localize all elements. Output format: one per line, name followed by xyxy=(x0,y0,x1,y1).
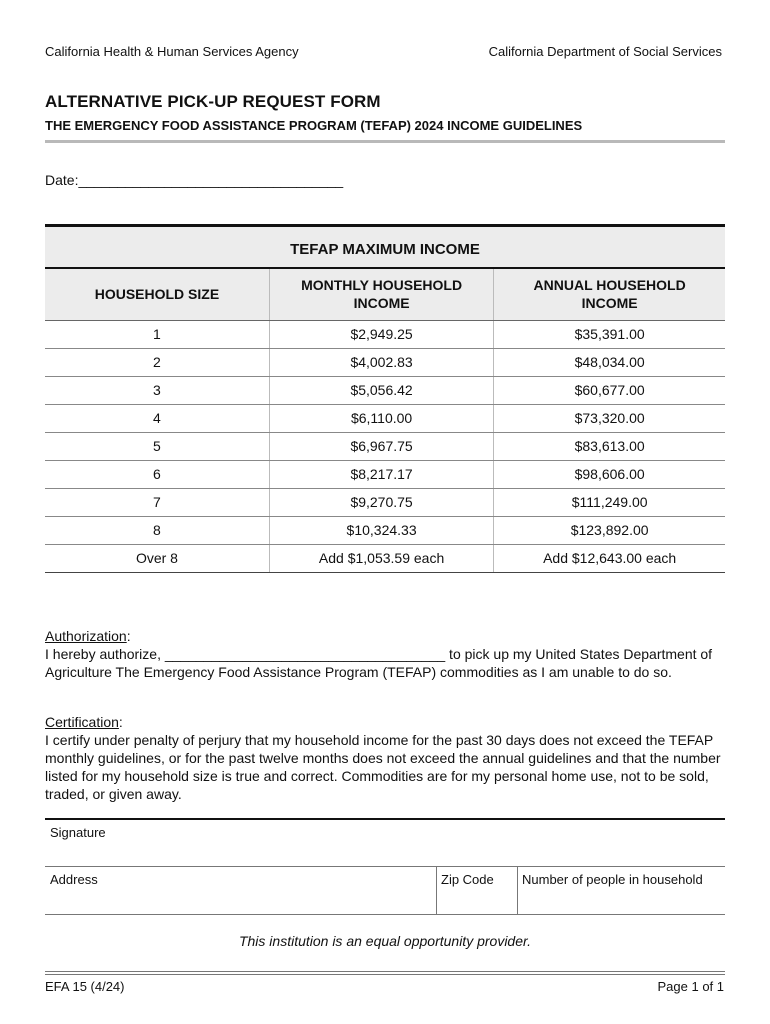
income-table xyxy=(45,224,725,573)
cell-annual: $123,892.00 xyxy=(494,516,725,544)
signature-row-rule xyxy=(45,866,725,867)
zip-code-field[interactable] xyxy=(437,888,516,912)
table-row xyxy=(45,348,725,376)
address-field[interactable] xyxy=(45,888,435,912)
signature-field[interactable] xyxy=(45,838,725,866)
authorization-colon: : xyxy=(126,628,131,644)
cell-monthly: $4,002.83 xyxy=(269,348,493,376)
certification-text: I certify under penalty of perjury that my household income for the past 30 days does not exceed the TEFAP monthly guidelines, or for the past twelve months does not exceed the annual guidelines and that the number listed for my household size is true and correct. Commodities are for my personal home use, not to be sold, traded, or given away. xyxy=(45,732,721,802)
cell-size: 2 xyxy=(45,348,269,376)
cell-monthly: $9,270.75 xyxy=(269,488,493,516)
authorization-section xyxy=(45,627,725,681)
authorization-text xyxy=(45,645,725,681)
cell-size: Over 8 xyxy=(45,544,269,572)
cell-annual: Add $12,643.00 each xyxy=(494,544,725,572)
cell-monthly: $5,056.42 xyxy=(269,376,493,404)
cell-size: 8 xyxy=(45,516,269,544)
agency-right: California Department of Social Services xyxy=(488,44,722,59)
table-row xyxy=(45,376,725,404)
zip-code-label: Zip Code xyxy=(441,872,494,887)
authorization-text-after: to pick up my United States Department of Agriculture The Emergency Food Assistance Program (TEFAP) commodities as I am unable to do so. xyxy=(45,646,713,680)
address-row-rule xyxy=(45,914,725,915)
form-id: EFA 15 (4/24) xyxy=(45,979,125,994)
cell-monthly: $6,110.00 xyxy=(269,404,493,432)
cell-annual: $73,320.00 xyxy=(494,404,725,432)
date-blank[interactable]: __________________________________ xyxy=(78,172,344,188)
cell-monthly: $2,949.25 xyxy=(269,320,493,348)
col-annual-income: ANNUAL HOUSEHOLD INCOME xyxy=(494,268,725,321)
signature-rule xyxy=(45,818,725,820)
certification-colon: : xyxy=(118,714,123,730)
address-label: Address xyxy=(50,872,98,887)
cell-size: 1 xyxy=(45,320,269,348)
form-title: ALTERNATIVE PICK-UP REQUEST FORM xyxy=(45,92,381,111)
table-row xyxy=(45,320,725,348)
authorization-text-before: I hereby authorize, xyxy=(45,646,165,662)
col-monthly-income: MONTHLY HOUSEHOLD INCOME xyxy=(269,268,493,321)
table-row xyxy=(45,432,725,460)
authorized-person-blank[interactable]: ____________________________________ xyxy=(164,646,446,662)
cell-monthly: $6,967.75 xyxy=(269,432,493,460)
cell-annual: $83,613.00 xyxy=(494,432,725,460)
table-row xyxy=(45,516,725,544)
equal-opportunity-statement: This institution is an equal opportunity provider. xyxy=(238,933,532,949)
certification-section xyxy=(45,713,725,803)
cell-monthly: Add $1,053.59 each xyxy=(269,544,493,572)
cell-annual: $48,034.00 xyxy=(494,348,725,376)
household-count-field[interactable] xyxy=(518,888,724,912)
footer-rule-bottom xyxy=(45,974,725,975)
date-label: Date: xyxy=(45,172,79,188)
cell-annual: $98,606.00 xyxy=(494,460,725,488)
col-household-size: HOUSEHOLD SIZE xyxy=(45,268,269,321)
cell-annual: $111,249.00 xyxy=(494,488,725,516)
cell-size: 7 xyxy=(45,488,269,516)
form-subtitle: THE EMERGENCY FOOD ASSISTANCE PROGRAM (TEFAP) 2024 INCOME GUIDELINES xyxy=(45,118,583,133)
cell-size: 6 xyxy=(45,460,269,488)
certification-heading: Certification xyxy=(45,714,119,730)
signature-label: Signature xyxy=(50,825,106,840)
cell-annual: $35,391.00 xyxy=(494,320,725,348)
cell-annual: $60,677.00 xyxy=(494,376,725,404)
household-count-label: Number of people in household xyxy=(522,872,703,887)
date-field[interactable] xyxy=(45,172,343,188)
cell-monthly: $10,324.33 xyxy=(269,516,493,544)
table-row xyxy=(45,404,725,432)
table-row xyxy=(45,488,725,516)
footer-rule-top xyxy=(45,971,725,972)
agency-left: California Health & Human Services Agency xyxy=(45,44,299,59)
page-number: Page 1 of 1 xyxy=(657,979,724,994)
authorization-heading: Authorization xyxy=(45,628,127,644)
cell-size: 3 xyxy=(45,376,269,404)
table-row xyxy=(45,460,725,488)
title-divider xyxy=(45,140,725,143)
table-row xyxy=(45,544,725,572)
cell-size: 4 xyxy=(45,404,269,432)
table-caption: TEFAP MAXIMUM INCOME xyxy=(45,226,725,268)
cell-monthly: $8,217.17 xyxy=(269,460,493,488)
cell-size: 5 xyxy=(45,432,269,460)
